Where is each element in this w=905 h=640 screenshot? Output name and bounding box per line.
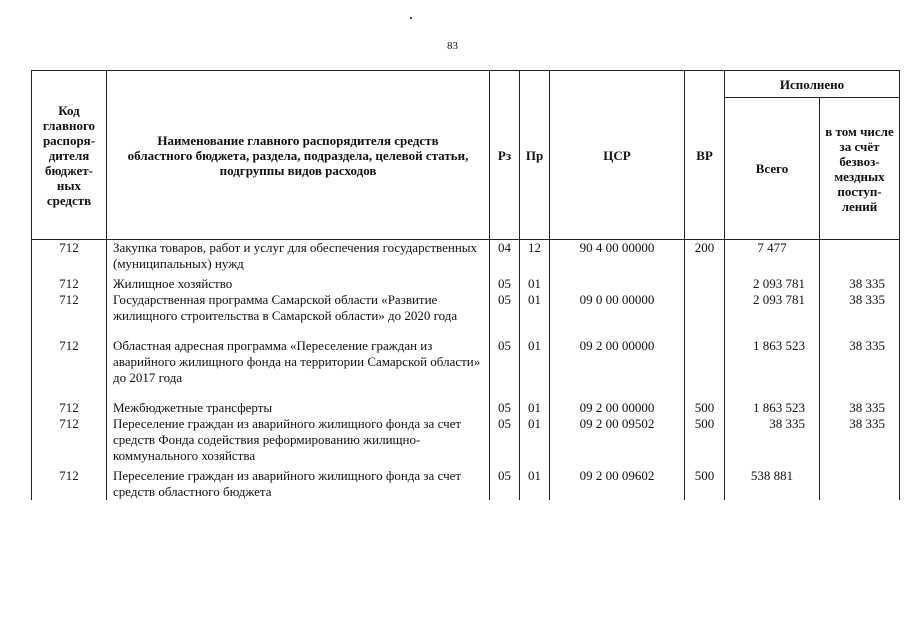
cell-name: Переселение граждан из аварийного жилищного фонда за счет средств Фонда содействия реформированию жилищно-коммунального хозяйства xyxy=(107,416,490,464)
header-vr: ВР xyxy=(685,71,725,240)
table-row xyxy=(32,400,900,416)
cell-csr: 09 2 00 09502 xyxy=(550,416,685,464)
cell-rz: 05 xyxy=(490,468,520,500)
cell-rz: 05 xyxy=(490,276,520,292)
cell-pr: 01 xyxy=(520,276,550,292)
cell-gratuitous: 38 335 xyxy=(820,338,900,386)
header-pr: Пр xyxy=(520,71,550,240)
cell-rz: 05 xyxy=(490,338,520,386)
cell-name: Областная адресная программа «Переселение граждан из аварийного жилищного фонда на территории Самарской области» до 2017 года xyxy=(107,338,490,386)
table-row xyxy=(32,276,900,292)
cell-pr: 01 xyxy=(520,292,550,324)
cell-code: 712 xyxy=(32,240,107,273)
header-gratuitous: в том числе за счёт безвоз-мездных поступ-лений xyxy=(820,98,900,240)
cell-rz: 05 xyxy=(490,416,520,464)
table-body xyxy=(32,240,900,501)
cell-vr: 200 xyxy=(685,240,725,273)
cell-gratuitous: 38 335 xyxy=(820,292,900,324)
table-row xyxy=(32,292,900,324)
cell-vr xyxy=(685,276,725,292)
cell-pr: 01 xyxy=(520,416,550,464)
header-rz: Рз xyxy=(490,71,520,240)
cell-pr: 01 xyxy=(520,400,550,416)
cell-code: 712 xyxy=(32,338,107,386)
budget-table xyxy=(31,70,900,500)
cell-pr: 01 xyxy=(520,338,550,386)
cell-vr xyxy=(685,338,725,386)
cell-csr: 09 2 00 00000 xyxy=(550,400,685,416)
table-row xyxy=(32,240,900,273)
table-row xyxy=(32,468,900,500)
cell-code: 712 xyxy=(32,400,107,416)
cell-code: 712 xyxy=(32,276,107,292)
header-csr: ЦСР xyxy=(550,71,685,240)
cell-gratuitous: 38 335 xyxy=(820,400,900,416)
cell-csr: 90 4 00 00000 xyxy=(550,240,685,273)
cell-total: 2 093 781 xyxy=(725,276,820,292)
table-header xyxy=(32,71,900,240)
cell-gratuitous: 38 335 xyxy=(820,276,900,292)
cell-pr: 01 xyxy=(520,468,550,500)
header-name: Наименование главного распорядителя средств областного бюджета, раздела, подраздела, целевой статьи, подгруппы видов расходов xyxy=(107,71,490,240)
cell-vr: 500 xyxy=(685,468,725,500)
cell-csr: 09 0 00 00000 xyxy=(550,292,685,324)
scan-speck xyxy=(410,17,412,19)
cell-vr: 500 xyxy=(685,416,725,464)
cell-csr xyxy=(550,276,685,292)
cell-total: 7 477 xyxy=(725,240,820,273)
cell-total: 538 881 xyxy=(725,468,820,500)
cell-name: Жилищное хозяйство xyxy=(107,276,490,292)
cell-total: 2 093 781 xyxy=(725,292,820,324)
page-number: 83 xyxy=(447,40,458,52)
cell-rz: 05 xyxy=(490,292,520,324)
cell-total: 1 863 523 xyxy=(725,338,820,386)
table-row xyxy=(32,416,900,464)
cell-rz: 04 xyxy=(490,240,520,273)
table-row xyxy=(32,338,900,386)
cell-code: 712 xyxy=(32,468,107,500)
cell-gratuitous xyxy=(820,240,900,273)
cell-vr xyxy=(685,292,725,324)
cell-name: Межбюджетные трансферты xyxy=(107,400,490,416)
cell-name: Государственная программа Самарской области «Развитие жилищного строительства в Самарской области» до 2020 года xyxy=(107,292,490,324)
header-code: Код главного распоря-дителя бюджет-ных средств xyxy=(32,71,107,240)
cell-csr: 09 2 00 09602 xyxy=(550,468,685,500)
cell-pr: 12 xyxy=(520,240,550,273)
cell-code: 712 xyxy=(32,416,107,464)
cell-code: 712 xyxy=(32,292,107,324)
cell-gratuitous: 38 335 xyxy=(820,416,900,464)
header-total: Всего xyxy=(725,98,820,240)
header-executed: Исполнено xyxy=(725,71,900,98)
cell-total: 1 863 523 xyxy=(725,400,820,416)
cell-name: Закупка товаров, работ и услуг для обеспечения государственных (муниципальных) нужд xyxy=(107,240,490,273)
cell-gratuitous xyxy=(820,468,900,500)
cell-name: Переселение граждан из аварийного жилищного фонда за счет средств областного бюджета xyxy=(107,468,490,500)
cell-total: 38 335 xyxy=(725,416,820,464)
cell-rz: 05 xyxy=(490,400,520,416)
cell-vr: 500 xyxy=(685,400,725,416)
cell-csr: 09 2 00 00000 xyxy=(550,338,685,386)
